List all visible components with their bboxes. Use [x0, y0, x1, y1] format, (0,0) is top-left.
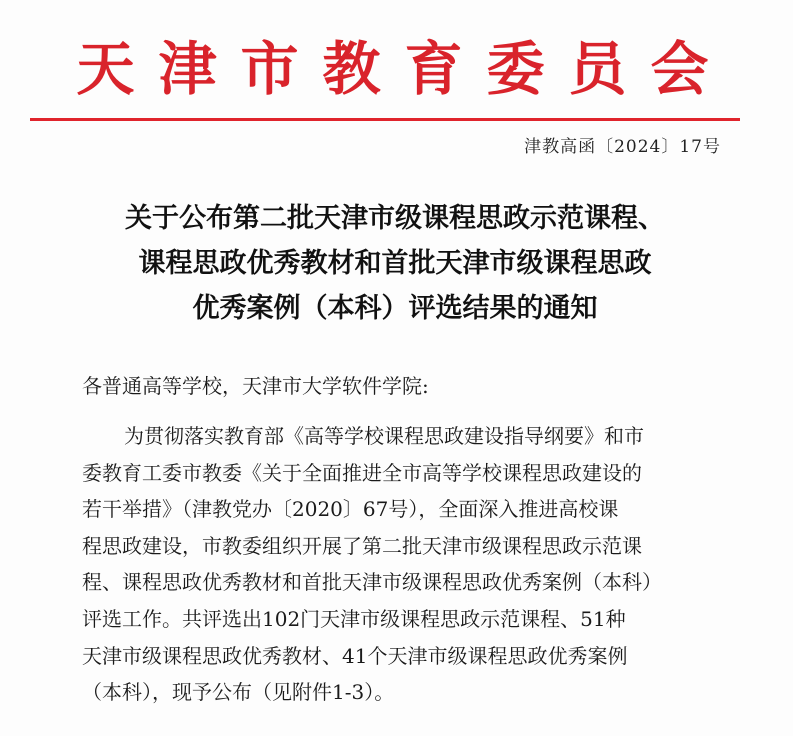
notice-title-line: 关于公布第二批天津市级课程思政示范课程、	[125, 203, 665, 234]
red-divider-line	[30, 118, 740, 121]
notice-title-line: 优秀案例（本科）评选结果的通知	[192, 293, 598, 324]
body-line: 程思政建设，市教委组织开展了第二批天津市级课程思政示范课	[82, 533, 642, 558]
salutation: 各普通高等学校，天津市大学软件学院:	[82, 374, 429, 398]
document-number: 津教高函〔2024〕17号	[524, 137, 721, 157]
issuer-header: 天津市教育委员会	[76, 35, 733, 103]
body-line: 为贯彻落实教育部《高等学校课程思政建设指导纲要》和市	[124, 424, 644, 448]
notice-title	[40, 196, 750, 331]
body-paragraph	[82, 418, 732, 711]
body-line: 委教育工委市教委《关于全面推进全市高等学校课程思政建设的	[82, 460, 642, 485]
body-line: 程、课程思政优秀教材和首批天津市级课程思政优秀案例（本科）	[82, 570, 662, 595]
body-line: （本科），现予公布（见附件1-3）。	[82, 680, 395, 705]
body-line: 若干举措》（津教党办〔2020〕67号），全面深入推进高校课	[82, 497, 619, 522]
notice-title-line: 课程思政优秀教材和首批天津市级课程思政	[138, 248, 652, 279]
body-line: 评选工作。共评选出102门天津市级课程思政示范课程、51种	[82, 606, 626, 631]
body-line: 天津市级课程思政优秀教材、41个天津市级课程思政优秀案例	[82, 643, 628, 668]
